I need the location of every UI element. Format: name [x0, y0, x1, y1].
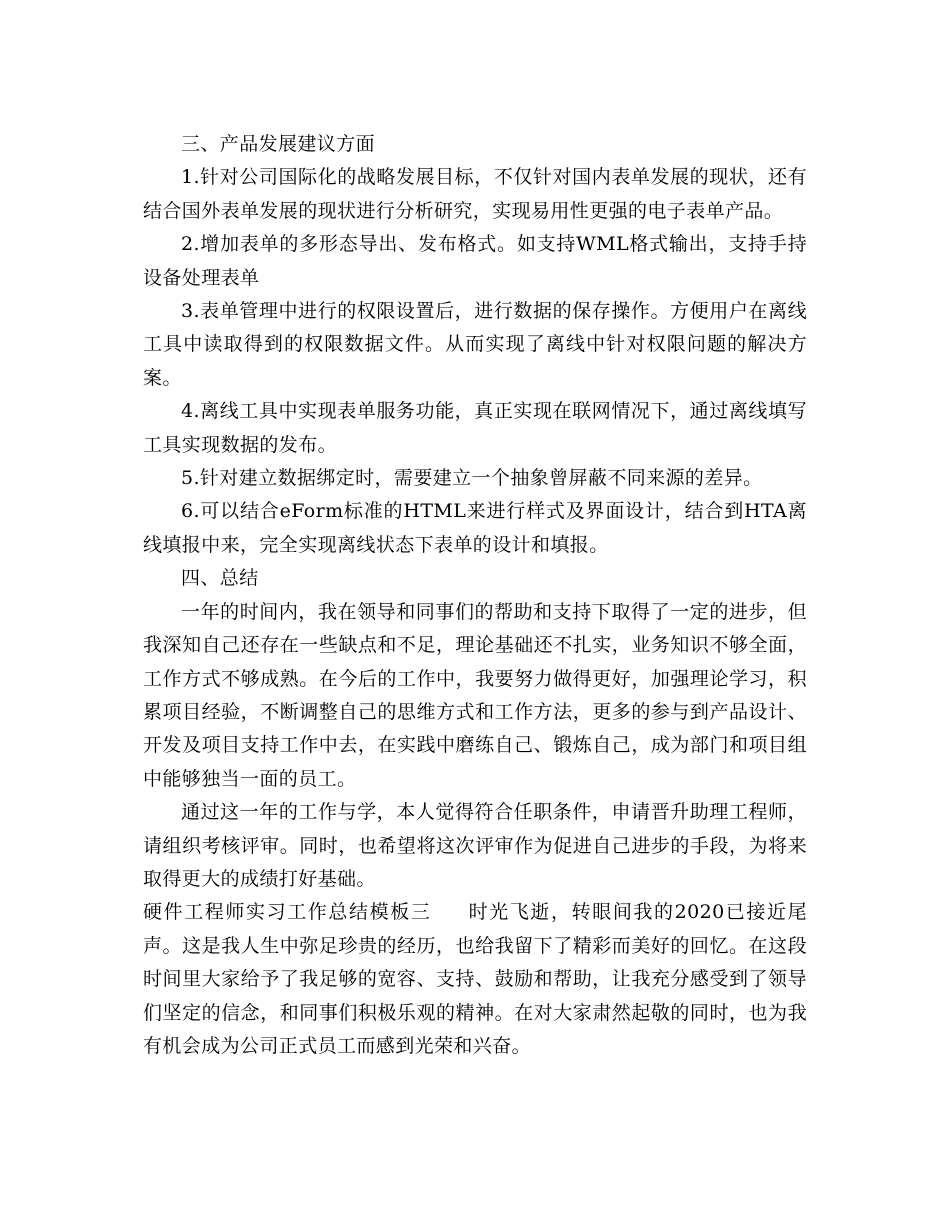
template-three-paragraph — [143, 896, 807, 1063]
template-three-body: 时光飞逝，转眼间我的2020已接近尾声。这是我人生中弥足珍贵的经历，也给我留下了精彩而美好的回忆。在这段时间里大家给予了我足够的宽容、支持、鼓励和帮助，让我充分感受到了领导们坚定的信念，和同事们积极乐观的精神。在对大家肃然起敬的同时，也为我有机会成为公司正式员工而感到光荣和兴奋。 — [143, 901, 807, 1057]
promotion-request-paragraph: 通过这一年的工作与学，本人觉得符合任职条件，申请晋升助理工程师，请组织考核评审。同时，也希望将这次评审作为促进自己进步的手段，为将来取得更大的成绩打好基础。 — [143, 801, 807, 890]
template-three-heading: 硬件工程师实习工作总结模板三 — [143, 901, 432, 924]
section-heading-product-suggestions: 三、产品发展建议方面 — [181, 133, 376, 155]
suggestion-item-5: 5.针对建立数据绑定时，需要建立一个抽象曾屏蔽不同来源的差异。 — [181, 467, 763, 490]
suggestion-item-3: 3.表单管理中进行的权限设置后，进行数据的保存操作。方便用户在离线工具中读取得到的权限数据文件。从而实现了离线中针对权限问题的解决方案。 — [143, 300, 807, 389]
suggestion-item-2: 2.增加表单的多形态导出、发布格式。如支持WML格式输出，支持手持设备处理表单 — [143, 233, 807, 289]
section-heading-summary: 四、总结 — [181, 567, 259, 590]
suggestion-item-6: 6.可以结合eForm标准的HTML来进行样式及界面设计，结合到HTA离线填报中来，完全实现离线状态下表单的设计和填报。 — [143, 500, 807, 556]
suggestion-item-4: 4.离线工具中实现表单服务功能，真正实现在联网情况下，通过离线填写工具实现数据的发布。 — [143, 400, 807, 456]
summary-paragraph: 一年的时间内，我在领导和同事们的帮助和支持下取得了一定的进步，但我深知自己还存在一些缺点和不足，理论基础还不扎实，业务知识不够全面，工作方式不够成熟。在今后的工作中，我要努力做得更好，加强理论学习，积累项目经验，不断调整自己的思维方式和工作方法，更多的参与到产品设计、开发及项目支持工作中去，在实践中磨练自己、锻炼自己，成为部门和项目组中能够独当一面的员工。 — [143, 600, 807, 790]
document-body — [143, 128, 807, 1063]
suggestion-item-1: 1.针对公司国际化的战略发展目标，不仅针对国内表单发展的现状，还有结合国外表单发展的现状进行分析研究，实现易用性更强的电子表单产品。 — [143, 166, 807, 222]
